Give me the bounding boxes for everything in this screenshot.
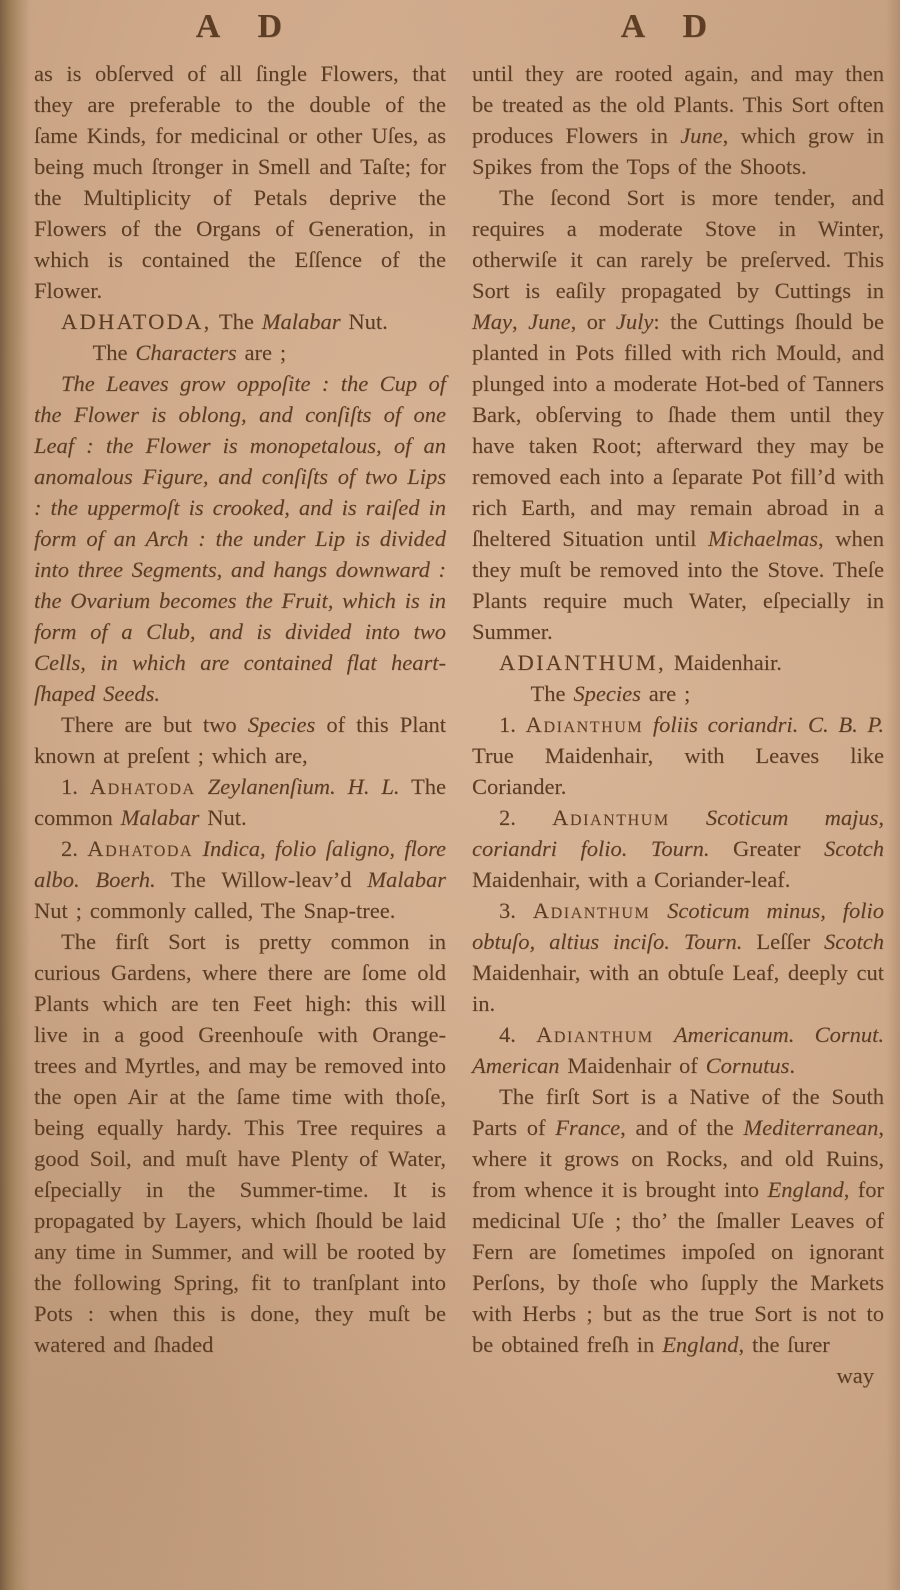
text-run: 1. [499, 712, 526, 737]
text-run-sc: Adianthum [532, 898, 651, 923]
text-run-sc: Adianthum [536, 1022, 654, 1047]
text-run: Maidenhair. [665, 650, 782, 675]
text-run: until they are rooted again, and may then be treated as the old Plants. This Sort often produces Flowers in [472, 61, 884, 148]
text-run-i: Mediterranean [743, 1115, 879, 1140]
text-run-i: Scotch [824, 836, 884, 861]
text-run: , where it grows on Rocks, and old Ruins, from whence it is brought into [472, 1115, 884, 1202]
text-run-i: Malabar [120, 805, 200, 830]
paragraph [472, 709, 884, 802]
text-run: Maidenhair, with an obtuſe Leaf, deeply cut in. [472, 960, 884, 1016]
text-run [193, 836, 202, 861]
text-run: 4. [499, 1022, 537, 1047]
catchword: way [836, 1363, 874, 1388]
text-column-right [472, 58, 884, 1584]
text-run: , [511, 309, 529, 334]
paragraph [34, 58, 446, 306]
text-run-i: Malabar [261, 309, 341, 334]
text-run-caps: ADIANTHUM, [499, 650, 666, 675]
text-run: The firſt Sort is pretty common in curious Gardens, where there are ſome old Plants which are ten Feet high: this will live in a good Greenhouſe with Orange-trees and Myrtles, and may be removed into the open Air at the ſame time with thoſe, being equally hardy. This Tree requires a good Soil, and muſt have Plenty of Water, eſpecially in the Summer-time. It is propagated by Layers, which ſhould be laid any time in Summer, and will be rooted by the following Spring, fit to tranſplant into Pots : when this is done, they muſt be watered and ſhaded [34, 929, 446, 1357]
text-run-i: Americanum. Cornut. American [472, 1022, 884, 1078]
text-run-i: Scotch [824, 929, 884, 954]
text-run: The [211, 309, 262, 334]
text-run-sc: Adhatoda [89, 774, 196, 799]
text-run-i: Michaelmas [708, 526, 819, 551]
text-run-caps: ADHATODA, [61, 309, 212, 334]
text-run-i: Zeylanenſium. H. L. [207, 774, 400, 799]
paragraph [472, 678, 884, 709]
text-run-sc: Adhatoda [87, 836, 194, 861]
paragraph [34, 337, 446, 368]
paragraph [472, 1019, 884, 1081]
text-run: of this Plant known at preſent ; which are, [34, 712, 446, 768]
text-run: , when they muſt be removed into the Stove. Theſe Plants require much Water, eſpecially in Summer. [472, 526, 884, 644]
text-run-i: Malabar [367, 867, 446, 892]
text-run-i: Species [247, 712, 316, 737]
text-run: 3. [499, 898, 533, 923]
text-run-i: Indica, folio ſaligno, flore albo. Boerh. [34, 836, 447, 892]
paragraph [472, 58, 884, 182]
running-header-right: A D [620, 8, 723, 45]
text-run: , and of the [620, 1115, 744, 1140]
paragraph [472, 182, 884, 647]
paragraph [34, 368, 446, 709]
text-run: as is obſerved of all ſingle Flowers, that they are preferable to the double of the ſame Kinds, for medicinal or other Uſes, as being much ſtronger in Smell and Taſte; for the Multiplicity of Petals deprive the Flowers of the Organs of Generation, in which is contained the Eſſence of the Flower. [34, 61, 446, 303]
text-run-i: England [767, 1177, 844, 1202]
text-run: are ; [640, 681, 691, 706]
text-run [654, 1022, 674, 1047]
text-run-sc: Adianthum [525, 712, 644, 737]
text-run-i: France [555, 1115, 621, 1140]
paragraph [34, 833, 446, 926]
text-run: The [92, 340, 136, 365]
text-run: are ; [236, 340, 287, 365]
text-run: Maidenhair of [559, 1053, 706, 1078]
text-run-i: June [680, 123, 723, 148]
text-run-i: foliis coriandri. C. B. P. [652, 712, 885, 737]
text-run [196, 774, 208, 799]
text-run-i: July [615, 309, 654, 334]
paragraph [472, 1081, 884, 1360]
text-run: There are but two [61, 712, 248, 737]
text-run-i: June [528, 309, 571, 334]
paragraph [34, 771, 446, 833]
paragraph [472, 895, 884, 1019]
text-run [670, 805, 706, 830]
running-header-left: A D [195, 8, 298, 45]
text-run: . [789, 1053, 795, 1078]
text-run-i: Characters [135, 340, 237, 365]
text-run: , which grow in Spikes from the Tops of the Shoots. [472, 123, 884, 179]
text-run: , or [570, 309, 616, 334]
text-run: Nut. [199, 805, 247, 830]
running-header-row [34, 8, 884, 46]
paragraph [34, 306, 446, 337]
text-column-left [34, 58, 446, 1584]
paragraph [472, 802, 884, 895]
text-run: The Willow-leav’d [155, 867, 368, 892]
text-run-i: Scoticum majus, coriandri folio. Tourn. [472, 805, 885, 861]
text-run-i: Cornutus [705, 1053, 790, 1078]
text-run: 1. [61, 774, 90, 799]
text-run-i: The Leaves grow oppoſite : the Cup of the Flower is oblong, and conſiſts of one Leaf : the Flower is monopetalous, of an anomalous Figure, and conſiſts of two Lips : the uppermoſt is crooked, and is raiſed in form of an Arch : the under Lip is divided into three Segments, and hangs downward : the Ovarium becomes the Fruit, which is in form of a Club, and is divided into two Cells, in which are contained flat heart-ſhaped Seeds. [34, 371, 446, 706]
text-run-sc: Adianthum [552, 805, 670, 830]
text-columns [34, 58, 884, 1584]
page-edge-shade [886, 0, 900, 1590]
paragraph [34, 709, 446, 771]
text-run: 2. [61, 836, 88, 861]
page-gutter-shadow [0, 0, 30, 1590]
text-run: , for medicinal Uſe ; tho’ the ſmaller Leaves of Fern are ſometimes impoſed on ignorant Perſons, by thoſe who ſupply the Markets with Herbs ; but as the true Sort is not to be obtained freſh in [472, 1177, 884, 1357]
text-run: The firſt Sort is a Native of the South Parts of [472, 1084, 884, 1140]
text-run: : the Cuttings ſhould be planted in Pots filled with rich Mould, and plunged into a moderate Hot-bed of Tanners Bark, obſerving to ſhade them until they have taken Root; afterward they may be removed each into a ſeparate Pot fill’d with rich Earth, and may remain abroad in a ſheltered Situation until [472, 309, 885, 551]
text-run: Leſſer [742, 929, 824, 954]
paragraph [34, 926, 446, 1360]
text-run [643, 712, 653, 737]
text-run: The common [34, 774, 446, 830]
text-run: 2. [499, 805, 553, 830]
text-run: Nut. [340, 309, 388, 334]
text-run-i: England [662, 1332, 739, 1357]
text-run [650, 898, 667, 923]
text-run-i: May [472, 309, 512, 334]
text-run: The [530, 681, 574, 706]
paragraph [472, 647, 884, 678]
text-run: Maidenhair, with a Coriander-leaf. [472, 867, 791, 892]
text-run: , the ſurer [738, 1332, 830, 1357]
text-run-i: Species [573, 681, 641, 706]
text-run: The ſecond Sort is more tender, and requires a moderate Stove in Winter, otherwiſe it can rarely be preſerved. This Sort is eaſily propagated by Cuttings in [472, 185, 884, 303]
text-run: True Maidenhair, with Leaves like Coriander. [472, 743, 884, 799]
text-run: Greater [709, 836, 825, 861]
text-run: Nut ; commonly called, The Snap-tree. [34, 898, 396, 923]
text-run-i: Scoticum minus, folio obtuſo, altius inciſo. Tourn. [472, 898, 885, 954]
